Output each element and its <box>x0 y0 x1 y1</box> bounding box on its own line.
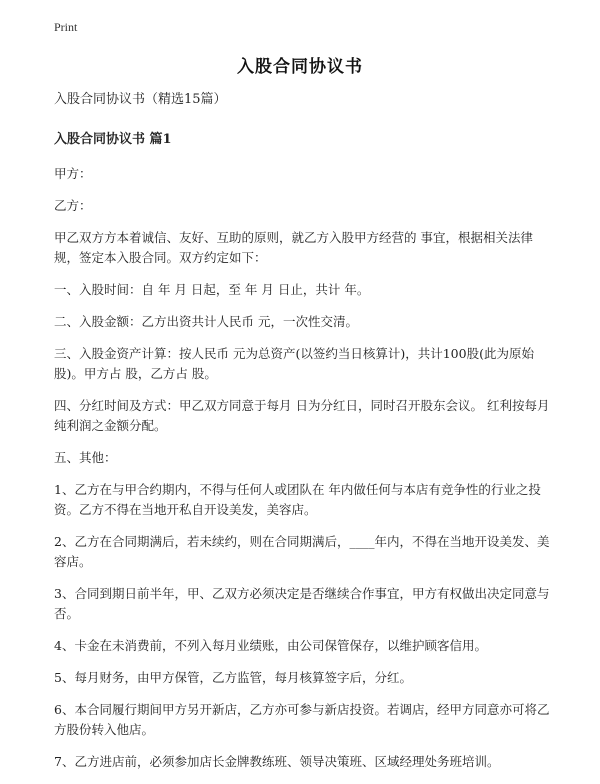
paragraph-clause-2: 二、入股金额：乙方出资共计人民币 元，一次性交清。 <box>54 314 358 329</box>
paragraph-item-3: 3、合同到期日前半年，甲、乙双方必须决定是否继续合作事宜，甲方有权做出决定同意与否。 <box>54 586 550 621</box>
paragraph-intro: 甲乙双方方本着诚信、友好、互助的原则，就乙方入股甲方经营的 事宜，根据相关法律规，签定本入股合同。双方约定如下： <box>54 230 533 265</box>
document-subtitle: 入股合同协议书（精选15篇） <box>54 92 227 107</box>
paragraph-item-1: 1、乙方在与甲合约期内，不得与任何人或团队在 年内做任何与本店有竞争性的行业之投资。乙方不得在当地开私自开设美发，美容店。 <box>54 482 541 517</box>
paragraph-clause-3: 三、入股金资产计算：按人民币 元为总资产(以签约当日核算计)，共计100股(此为原始股)。甲方占 股，乙方占 股。 <box>54 346 534 381</box>
paragraph-item-2: 2、乙方在合同期满后，若未续约，则在合同期满后，____年内，不得在当地开设美发、美容店。 <box>54 534 550 569</box>
paragraph-clause-5: 五、其他： <box>54 450 117 465</box>
section-heading: 入股合同协议书 篇1 <box>54 132 172 147</box>
paragraph-party-b: 乙方： <box>54 198 92 213</box>
print-link[interactable]: Print <box>54 20 78 34</box>
paragraph-item-4: 4、卡金在未消费前，不列入每月业绩账，由公司保管保存，以维护顾客信用。 <box>54 638 487 653</box>
paragraph-item-7: 7、乙方进店前，必须参加店长金牌教练班、领导决策班、区域经理处务班培训。 <box>54 754 500 769</box>
paragraph-party-a: 甲方： <box>54 166 92 181</box>
paragraph-item-5: 5、每月财务，由甲方保管，乙方监管，每月核算签字后，分红。 <box>54 670 412 685</box>
document-title: 入股合同协议书 <box>237 57 363 77</box>
paragraph-item-6: 6、本合同履行期间甲方另开新店，乙方亦可参与新店投资。若调店，经甲方同意亦可将乙方股份转入他店。 <box>54 702 550 737</box>
paragraph-clause-4: 四、分红时间及方式：甲乙双方同意于每月 日为分红日，同时召开股东会议。 红利按每月纯利润之金额分配。 <box>54 398 550 433</box>
paragraph-clause-1: 一、入股时间：自 年 月 日起，至 年 月 日止，共计 年。 <box>54 282 370 297</box>
document-body <box>54 90 554 784</box>
